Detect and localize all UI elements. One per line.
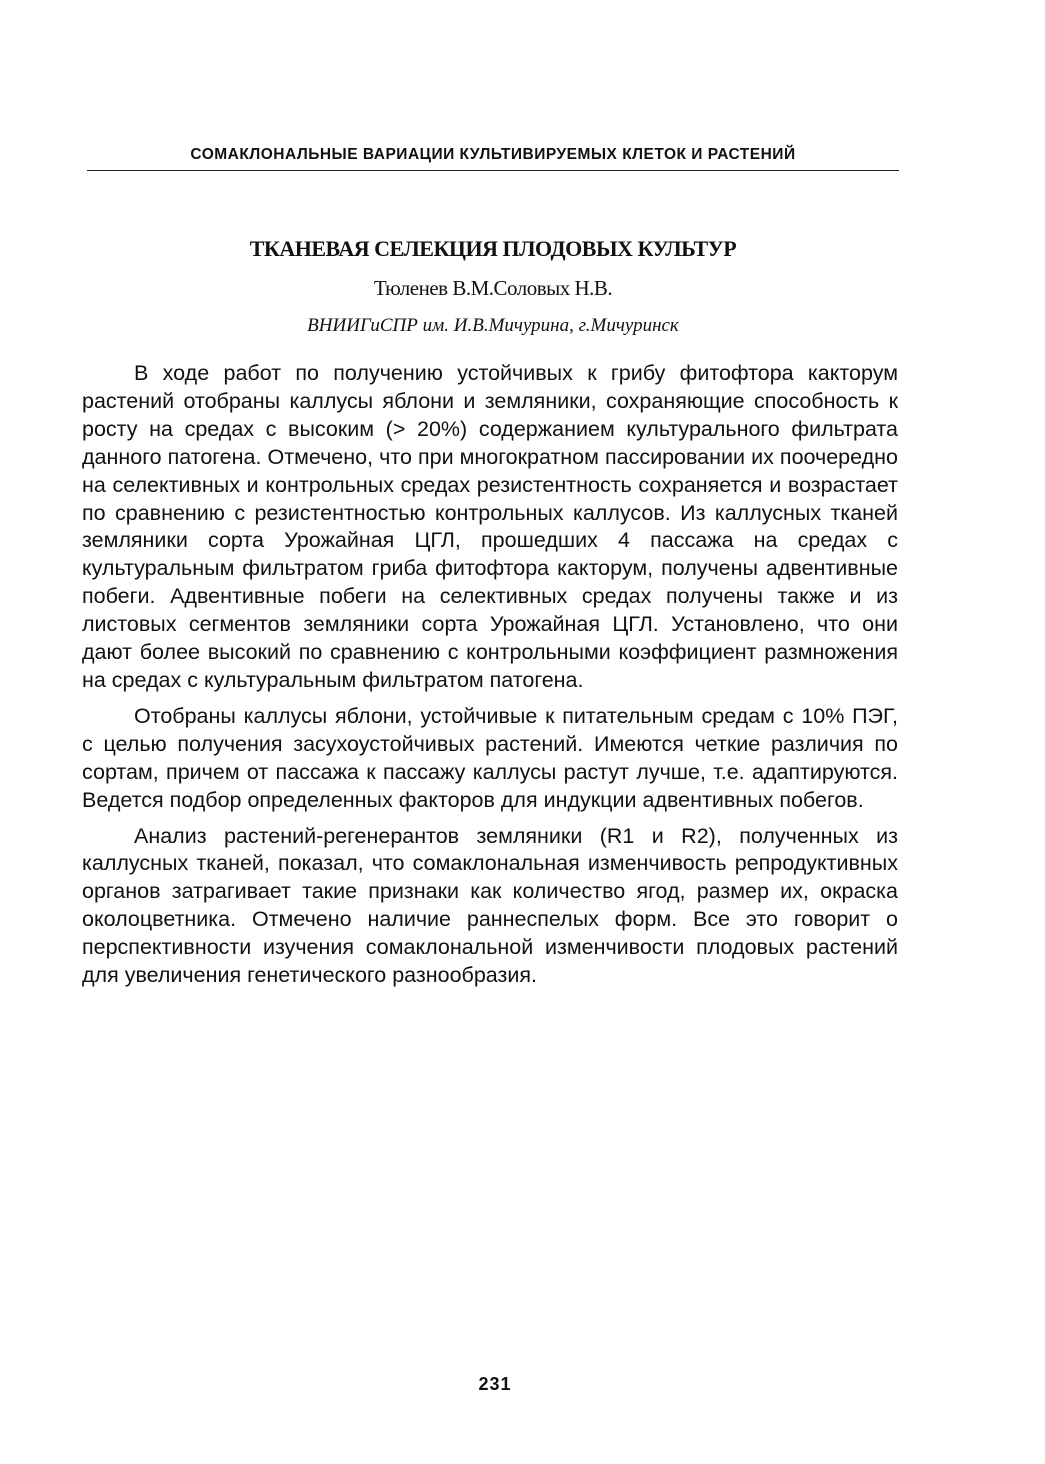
article-title: ТКАНЕВАЯ СЕЛЕКЦИЯ ПЛОДОВЫХ КУЛЬТУР [249, 236, 737, 261]
article-affiliation: ВНИИГиСПР им. И.В.Мичурина, г.Мичуринск [307, 315, 679, 336]
running-header: СОМАКЛОНАЛЬНЫЕ ВАРИАЦИИ КУЛЬТИВИРУЕМЫХ КЛЕТОК И РАСТЕНИЙ [190, 146, 796, 163]
body-paragraph-3: Анализ растений-регенерантов земляники (R1 и R2), полученных из каллусных тканей, показал, что сомаклональная изменчивость репродуктивных органов затрагивает такие признаки как количество ягод, размер их, окраска околоцветника. Отмечено наличие раннеспелых форм. Все это говорит о перспективности изучения сомаклональной изменчивости плодовых растений для увеличения генетического разнообразия. [82, 823, 898, 988]
article-body [82, 360, 898, 998]
page-number: 231 [478, 1374, 512, 1394]
body-paragraph-2: Отобраны каллусы яблони, устойчивые к питательным средам с 10% ПЭГ, с целью получения засухоустойчивых растений. Имеются четкие различия по сортам, причем от пассажа к пассажу каллусы растут лучше, т.е. адаптируются. Ведется подбор определенных факторов для индукции адвентивных побегов. [82, 703, 898, 812]
header-rule [87, 170, 899, 171]
article-authors: Тюленев В.М.Соловых Н.В. [373, 276, 613, 300]
body-paragraph-1: В ходе работ по получению устойчивых к грибу фитофтора какторум растений отобраны каллусы яблони и земляники, сохраняющие способность к росту на средах с высоким (> 20%) содержанием культурального фильтрата данного патогена. Отмечено, что при многократном пассировании их поочередно на селективных и контрольных средах резистентность сохраняется и возрастает по сравнению с резистентностью контрольных каллусов. Из каллусных тканей земляники сорта Урожайная ЦГЛ, прошедших 4 пассажа на средах с культуральным фильтратом гриба фитофтора какторум, получены адвентивные побеги. Адвентивные побеги на селективных средах получены также и из листовых сегментов земляники сорта Урожайная ЦГЛ. Установлено, что они дают более высокий по сравнению с контрольными коэффициент размножения на средах с культуральным фильтратом патогена. [82, 361, 898, 692]
